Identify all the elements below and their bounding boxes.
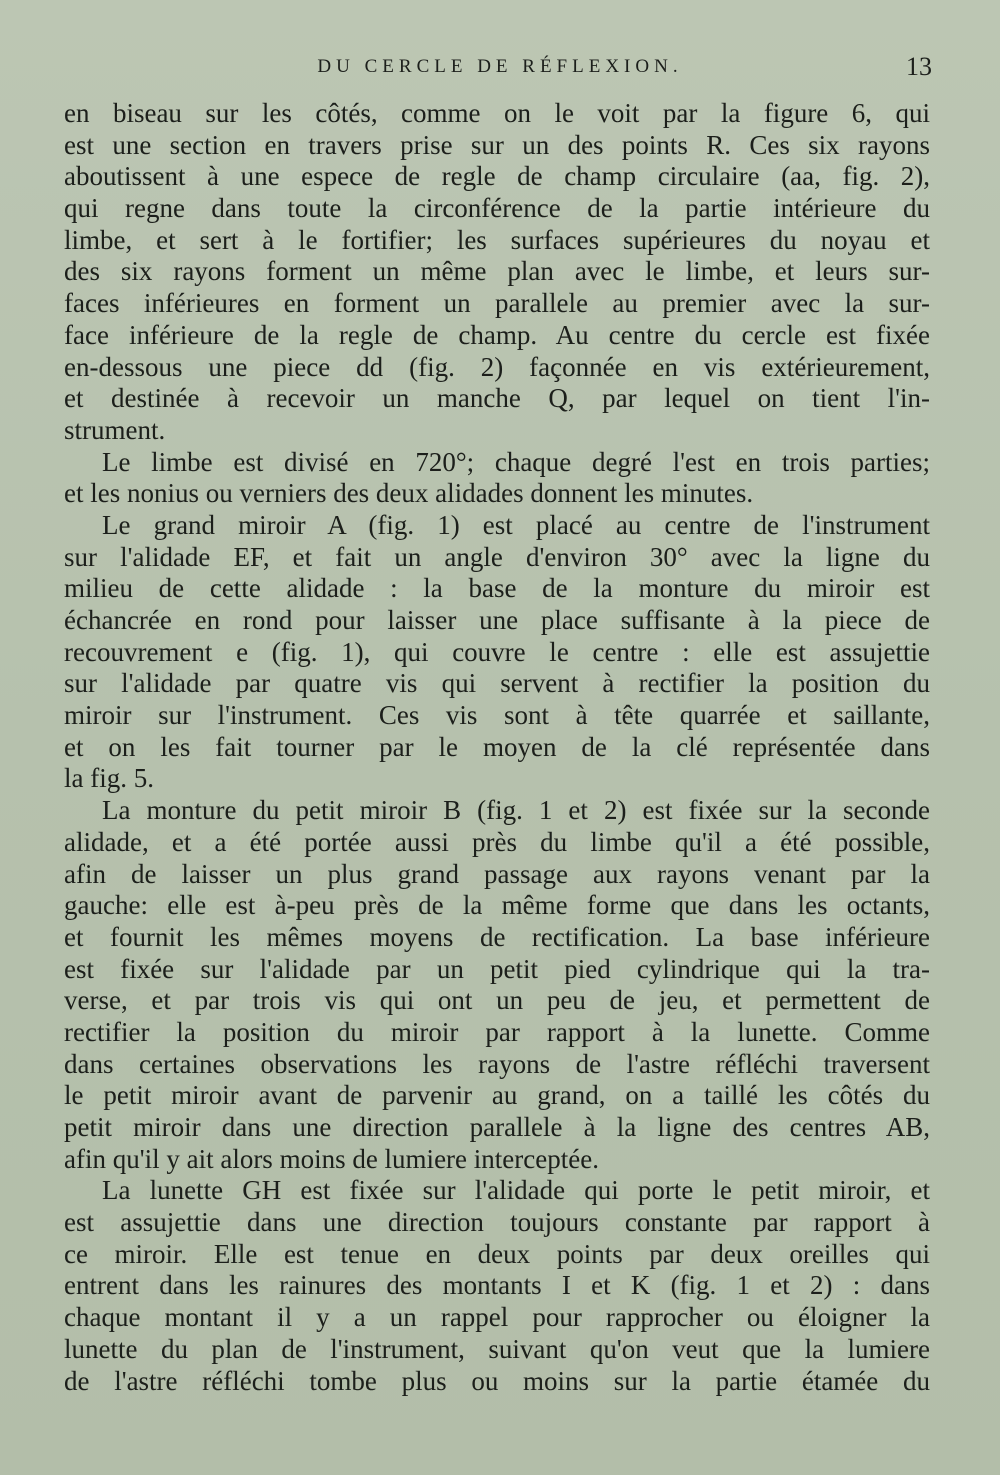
text-line: Le grand miroir A (fig. 1) est placé au centre de l'instrument — [102, 509, 930, 540]
text-line: miroir sur l'instrument. Ces vis sont à tête quarrée et saillante, — [64, 700, 930, 731]
text-line: ce miroir. Elle est tenue en deux points par deux oreilles qui — [64, 1238, 930, 1269]
running-title: DU CERCLE DE RÉFLEXION. — [317, 56, 683, 77]
text-line: lunette du plan de l'instrument, suivant qu'on veut que la lumiere — [64, 1333, 930, 1364]
text-line: strument. — [64, 414, 166, 445]
text-line: chaque montant il y a un rappel pour rapprocher ou éloigner la — [64, 1302, 930, 1333]
text-line: petit miroir dans une direction parallele à la ligne des centres AB, — [64, 1112, 930, 1142]
text-line: alidade, et a été portée aussi près du limbe qu'il a été possible, — [64, 826, 930, 857]
text-line: et fournit les mêmes moyens de rectification. La base inférieure — [64, 921, 930, 952]
running-head — [60, 52, 940, 90]
text-line: face inférieure de la regle de champ. Au centre du cercle est fixée — [64, 319, 930, 350]
text-line: gauche: elle est à-peu près de la même forme que dans les octants, — [64, 890, 930, 921]
text-line: entrent dans les rainures des montants I et K (fig. 1 et 2) : dans — [64, 1270, 930, 1301]
page-number: 13 — [906, 52, 932, 81]
text-line: en-dessous une piece dd (fig. 2) façonnée en vis extérieurement, — [64, 351, 930, 382]
text-line: et on les fait tourner par le moyen de la clé représentée dans — [64, 731, 930, 762]
text-line: est assujettie dans une direction toujours constante par rapport à — [64, 1207, 930, 1238]
text-line: est fixée sur l'alidade par un petit pied cylindrique qui la tra- — [64, 953, 930, 984]
text-line: recouvrement e (fig. 1), qui couvre le centre : elle est assujettie — [64, 636, 930, 667]
text-line: afin qu'il y ait alors moins de lumiere interceptée. — [64, 1143, 599, 1174]
text-line: faces inférieures en forment un parallele au premier avec la sur- — [64, 288, 930, 319]
text-line: des six rayons forment un même plan avec le limbe, et leurs sur- — [64, 256, 930, 287]
text-line: limbe, et sert à le fortifier; les surfaces supérieures du noyau et — [64, 224, 930, 255]
text-line: et les nonius ou verniers des deux alidades donnent les minutes. — [64, 478, 754, 509]
text-line: est une section en travers prise sur un des points R. Ces six rayons — [64, 129, 930, 160]
text-line: la fig. 5. — [64, 763, 154, 794]
text-line: afin de laisser un plus grand passage aux rayons venant par la — [64, 858, 930, 889]
text-line: sur l'alidade EF, et fait un angle d'environ 30° avec la ligne du — [64, 541, 930, 572]
text-line: qui regne dans toute la circonférence de la partie intérieure du — [64, 193, 930, 224]
text-line: milieu de cette alidade : la base de la monture du miroir est — [64, 573, 930, 604]
text-line: Le limbe est divisé en 720°; chaque degré l'est en trois parties; — [102, 446, 930, 477]
text-line: en biseau sur les côtés, comme on le voit par la figure 6, qui — [64, 98, 930, 128]
text-line: La lunette GH est fixée sur l'alidade qui porte le petit miroir, et — [102, 1175, 930, 1206]
body-text — [64, 98, 930, 1397]
text-line: échancrée en rond pour laisser une place suffisante à la piece de — [64, 605, 930, 635]
text-line: aboutissent à une espece de regle de champ circulaire (aa, fig. 2), — [64, 161, 930, 192]
text-line: La monture du petit miroir B (fig. 1 et 2) est fixée sur la seconde — [102, 795, 930, 826]
text-line: le petit miroir avant de parvenir au grand, on a taillé les côtés du — [64, 1080, 930, 1111]
text-line: dans certaines observations les rayons de l'astre réfléchi traversent — [64, 1048, 930, 1079]
text-line: et destinée à recevoir un manche Q, par lequel on tient l'in- — [64, 383, 930, 414]
text-line: sur l'alidade par quatre vis qui servent à rectifier la position du — [64, 668, 930, 699]
text-line: rectifier la position du miroir par rapport à la lunette. Comme — [64, 1016, 930, 1047]
text-line: verse, et par trois vis qui ont un peu de jeu, et permettent de — [64, 985, 930, 1016]
text-line: de l'astre réfléchi tombe plus ou moins sur la partie étamée du — [64, 1365, 930, 1396]
